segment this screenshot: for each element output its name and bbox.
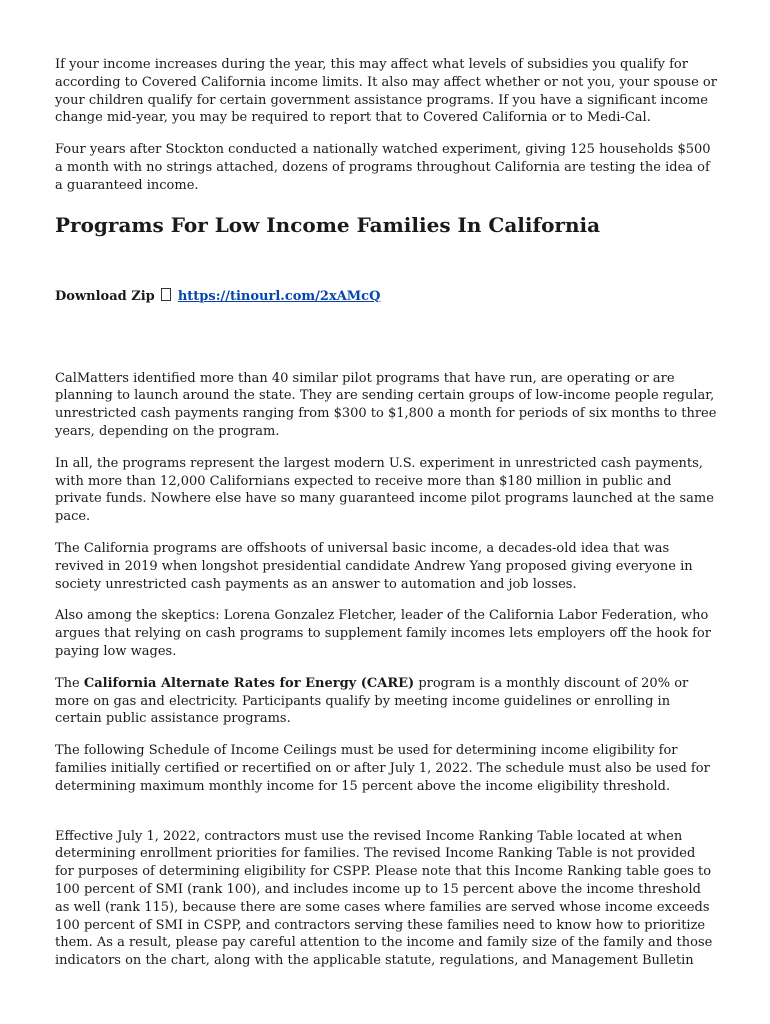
section-heading: Programs For Low Income Families In California — [55, 212, 601, 237]
care-suffix: program is a monthly discount of 20% or more on gas and electricity. Participants qualify by meeting income guidelines or enrolling in certain public assistance programs. — [55, 675, 689, 727]
missing-glyph-icon — [161, 288, 171, 301]
paragraph-stockton: Four years after Stockton conducted a nationally watched experiment, giving 125 households $500 a month with no strings attached, dozens of programs throughout California are testing the idea of a guaranteed income. — [55, 142, 711, 193]
download-label: Download Zip — [55, 288, 155, 304]
care-prefix: The — [55, 675, 84, 691]
paragraph-income-increase: If your income increases during the year, this may affect what levels of subsidies you qualify for according to Covered California income limits. It also may affect whether or not you, your spouse or your children qualify for certain government assistance programs. If you have a significant income change mid-year, you may be required to report that to Covered California or to Medi-Cal. — [55, 57, 717, 126]
download-line — [55, 288, 717, 306]
paragraph-income-ranking: Effective July 1, 2022, contractors must use the revised Income Ranking Table located at when determining enrollment priorities for families. The revised Income Ranking Table is not provided for purposes of determining eligibility for CSPP. Please note that this Income Ranking table goes to 100 percent of SMI (rank 100), and includes income up to 15 percent above the income threshold as well (rank 115), because there are some cases where families are served whose income exceeds 100 percent of SMI in CSPP, and contractors serving these families need to know how to prioritize them. As a result, please pay careful attention to the income and family size of the family and those indicators on the chart, along with the applicable statute, regulations, and Management Bulletin — [55, 828, 713, 969]
paragraph-calmatters: CalMatters identified more than 40 similar pilot programs that have run, are operating or are planning to launch around the state. They are sending certain groups of low-income people regular, unrestricted cash payments ranging from $300 to $1,800 a month for periods of six months to three years, depending on the program. — [55, 370, 717, 439]
paragraph-care — [55, 675, 717, 728]
paragraph-in-all: In all, the programs represent the largest modern U.S. experiment in unrestricted cash payments, with more than 12,000 Californians expected to receive more than $180 million in public and private funds. Nowhere else have so many guaranteed income pilot programs launched at the same pace. — [55, 455, 714, 525]
document-page — [55, 56, 717, 970]
paragraph-skeptics: Also among the skeptics: Lorena Gonzalez Fletcher, leader of the California Labor Federation, who argues that relying on cash programs to supplement family incomes lets employers off the hook for paying low wages. — [55, 608, 711, 659]
paragraph-offshoots: The California programs are offshoots of universal basic income, a decades-old idea that was revived in 2019 when longshot presidential candidate Andrew Yang proposed giving everyone in society unrestricted cash payments as an answer to automation and job losses. — [55, 540, 693, 592]
download-link[interactable]: https://tinourl.com/2xAMcQ — [177, 288, 381, 304]
paragraph-schedule: The following Schedule of Income Ceilings must be used for determining income eligibility for families initially certified or recertified on or after July 1, 2022. The schedule must also be used for determining maximum monthly income for 15 percent above the income eligibility threshold. — [55, 743, 710, 794]
care-program-name: California Alternate Rates for Energy (CARE) — [83, 675, 415, 691]
